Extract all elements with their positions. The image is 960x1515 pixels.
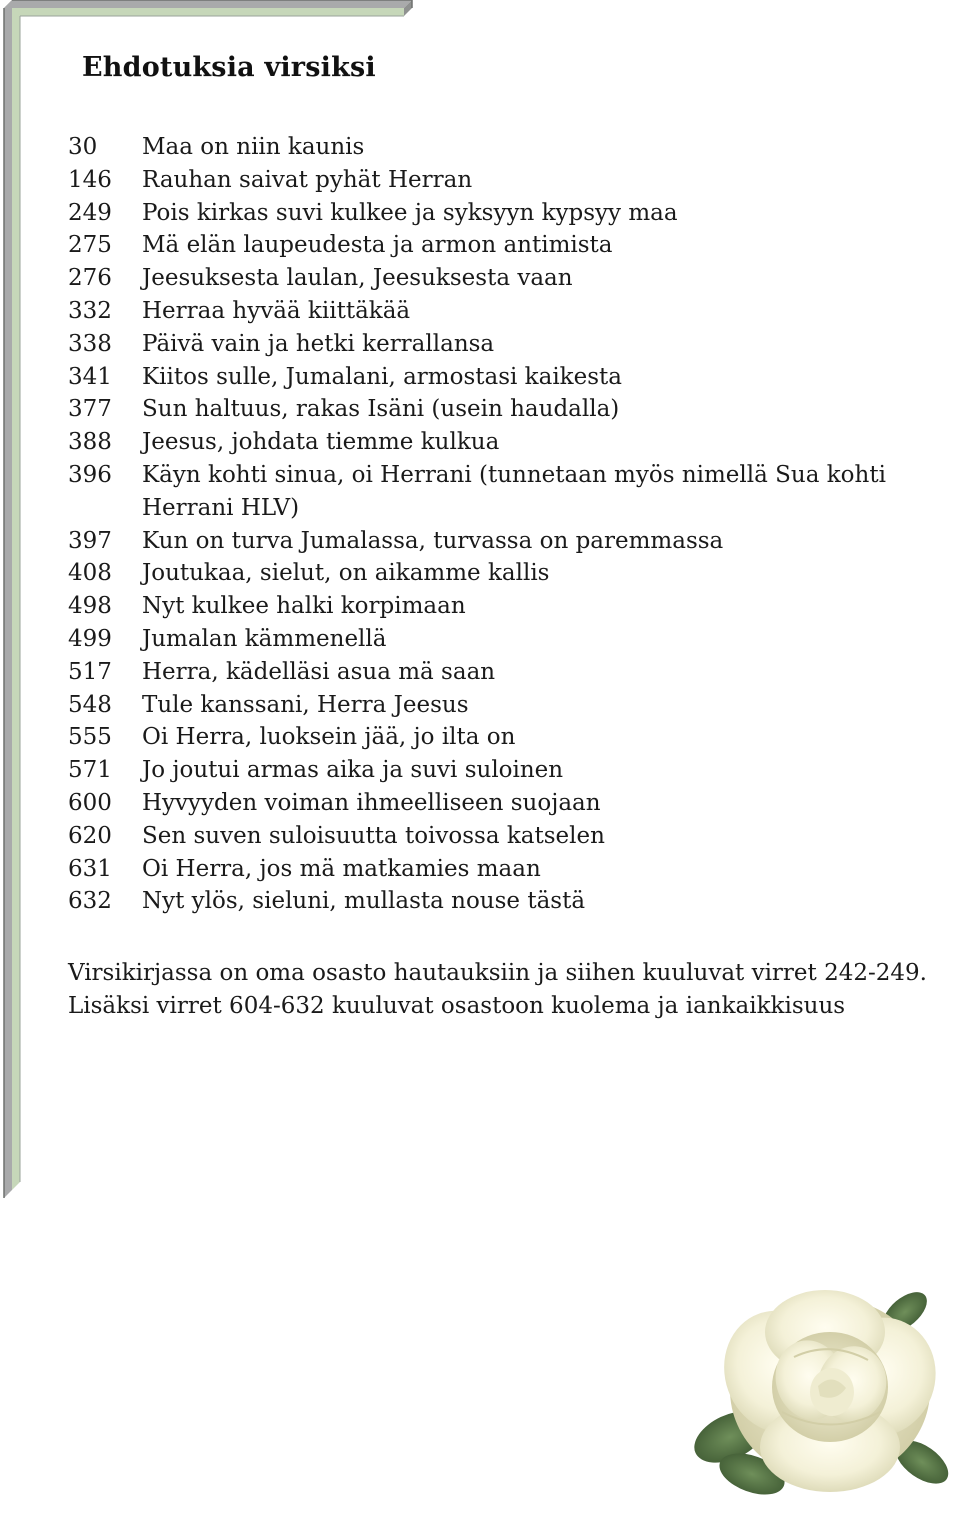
hymn-row: [68, 853, 928, 886]
hymn-number: 498: [68, 593, 112, 620]
hymn-row: [68, 623, 928, 656]
hymn-number: 632: [68, 888, 112, 915]
hymn-number: 338: [68, 330, 112, 357]
hymn-row: [68, 426, 928, 459]
hymn-title: Hyvyyden voiman ihmeelliseen suojaan: [142, 789, 601, 816]
hymn-title: Kiitos sulle, Jumalani, armostasi kaikesta: [142, 363, 622, 390]
hymn-row: [68, 262, 928, 295]
hymn-title: Maa on niin kaunis: [142, 134, 365, 160]
hymn-number: 620: [68, 822, 112, 849]
hymn-title: Kun on turva Jumalassa, turvassa on paremmassa: [142, 527, 724, 554]
hymn-row: [68, 131, 928, 164]
hymn-row: [68, 393, 928, 426]
hymn-title: Joutukaa, sielut, on aikamme kallis: [142, 560, 550, 587]
hymn-title: Käyn kohti sinua, oi Herrani (tunnetaan myös nimellä Sua kohti Herrani HLV): [142, 461, 886, 521]
hymn-row: [68, 459, 928, 525]
hymn-number: 548: [68, 691, 112, 718]
hymn-list: [68, 131, 928, 918]
note-line-2: Lisäksi virret 604-632 kuuluvat osastoon kuolema ja iankaikkisuus: [68, 992, 846, 1019]
hymn-number: 396: [68, 461, 112, 488]
hymn-title: Jo joutui armas aika ja suvi suloinen: [142, 757, 564, 784]
hymn-title: Sen suven suloisuutta toivossa katselen: [142, 822, 605, 849]
hymn-row: [68, 656, 928, 689]
hymn-row: [68, 328, 928, 361]
hymn-title: Oi Herra, jos mä matkamies maan: [142, 855, 541, 882]
hymn-number: 249: [68, 199, 112, 226]
hymn-title: Tule kanssani, Herra Jeesus: [142, 691, 469, 718]
hymn-row: [68, 820, 928, 853]
hymn-number: 377: [68, 396, 112, 423]
hymn-number: 388: [68, 429, 112, 456]
hymn-number: 517: [68, 658, 112, 685]
hymn-number: 555: [68, 724, 112, 751]
hymn-number: 146: [68, 166, 112, 193]
hymn-number: 499: [68, 625, 112, 652]
hymn-title: Oi Herra, luoksein jää, jo ilta on: [142, 724, 516, 751]
hymn-row: [68, 361, 928, 394]
hymn-title: Nyt kulkee halki korpimaan: [142, 593, 466, 620]
hymn-row: [68, 787, 928, 820]
hymn-row: [68, 525, 928, 558]
hymn-row: [68, 557, 928, 590]
hymn-title: Pois kirkas suvi kulkee ja syksyyn kypsyy maa: [142, 199, 678, 226]
hymn-title: Herra, kädelläsi asua mä saan: [142, 658, 496, 685]
hymn-number: 408: [68, 560, 112, 587]
hymn-number: 341: [68, 363, 112, 390]
hymn-title: Jeesus, johdata tiemme kulkua: [142, 429, 500, 456]
hymn-title: Mä elän laupeudesta ja armon antimista: [142, 232, 613, 259]
hymn-row: [68, 164, 928, 197]
hymn-title: Jeesuksesta laulan, Jeesuksesta vaan: [142, 265, 573, 292]
hymn-title: Rauhan saivat pyhät Herran: [142, 166, 473, 193]
hymn-row: [68, 590, 928, 623]
notes: [68, 957, 948, 1023]
hymn-row: [68, 885, 928, 918]
hymn-title: Herraa hyvää kiittäkää: [142, 297, 411, 324]
hymn-number: 332: [68, 297, 112, 324]
hymn-row: [68, 721, 928, 754]
hymn-number: 631: [68, 855, 112, 882]
hymn-number: 30: [68, 134, 98, 160]
page-title: Ehdotuksia virsiksi: [82, 52, 376, 83]
hymn-number: 397: [68, 527, 112, 554]
hymn-number: 275: [68, 232, 112, 259]
hymn-number: 571: [68, 757, 112, 784]
note-line-1: Virsikirjassa on oma osasto hautauksiin ja siihen kuuluvat virret 242-249.: [68, 960, 927, 986]
hymn-row: [68, 295, 928, 328]
hymn-title: Sun haltuus, rakas Isäni (usein haudalla): [142, 396, 620, 423]
hymn-number: 276: [68, 265, 112, 292]
hymn-row: [68, 197, 928, 230]
hymn-row: [68, 754, 928, 787]
hymn-title: Päivä vain ja hetki kerrallansa: [142, 330, 495, 357]
hymn-number: 600: [68, 789, 112, 816]
white-rose-image: [690, 1262, 960, 1515]
hymn-title: Nyt ylös, sieluni, mullasta nouse tästä: [142, 888, 586, 915]
hymn-row: [68, 229, 928, 262]
hymn-title: Jumalan kämmenellä: [142, 625, 387, 652]
hymn-row: [68, 689, 928, 722]
